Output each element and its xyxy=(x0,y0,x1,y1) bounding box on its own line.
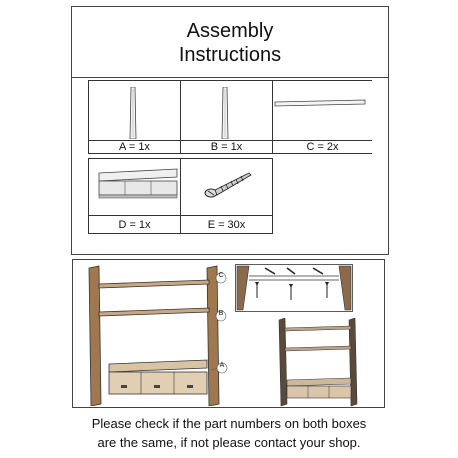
part-a-label: A = 1x xyxy=(119,141,150,153)
part-d-label: D = 1x xyxy=(118,219,151,231)
part-b-label: B = 1x xyxy=(210,141,243,153)
part-e-label-cell xyxy=(180,215,273,234)
footer-notice-line-1: Please check if the part numbers on both boxes xyxy=(91,416,367,431)
footer-notice-line-2: are the same, if not please contact your shop. xyxy=(97,435,361,450)
callout-c-label: C xyxy=(218,272,224,279)
part-c-shelf-image xyxy=(273,99,367,109)
title-line-1: Assembly xyxy=(186,20,274,42)
assembly-finished-diagram xyxy=(273,318,363,408)
part-e-label: E = 30x xyxy=(207,219,246,231)
title-box xyxy=(71,6,389,78)
part-a-board-image xyxy=(127,87,139,139)
part-b-board-image xyxy=(219,87,231,139)
part-c-label-cell xyxy=(272,140,372,154)
parts-box xyxy=(71,78,389,255)
part-d-tv-console-image xyxy=(93,167,179,203)
part-e-screw-icon xyxy=(203,169,255,199)
part-d-label-cell xyxy=(88,215,181,234)
callout-b-label: B xyxy=(218,310,224,317)
assembly-detail-inset xyxy=(235,264,353,312)
title-line-2: Instructions xyxy=(178,44,282,66)
part-b-label-cell xyxy=(180,140,273,154)
assembly-box xyxy=(72,259,385,408)
callout-a-label: A xyxy=(219,362,225,369)
part-a-label-cell xyxy=(88,140,181,154)
part-c-label: C = 2x xyxy=(306,141,339,153)
assembly-main-diagram xyxy=(79,264,229,406)
